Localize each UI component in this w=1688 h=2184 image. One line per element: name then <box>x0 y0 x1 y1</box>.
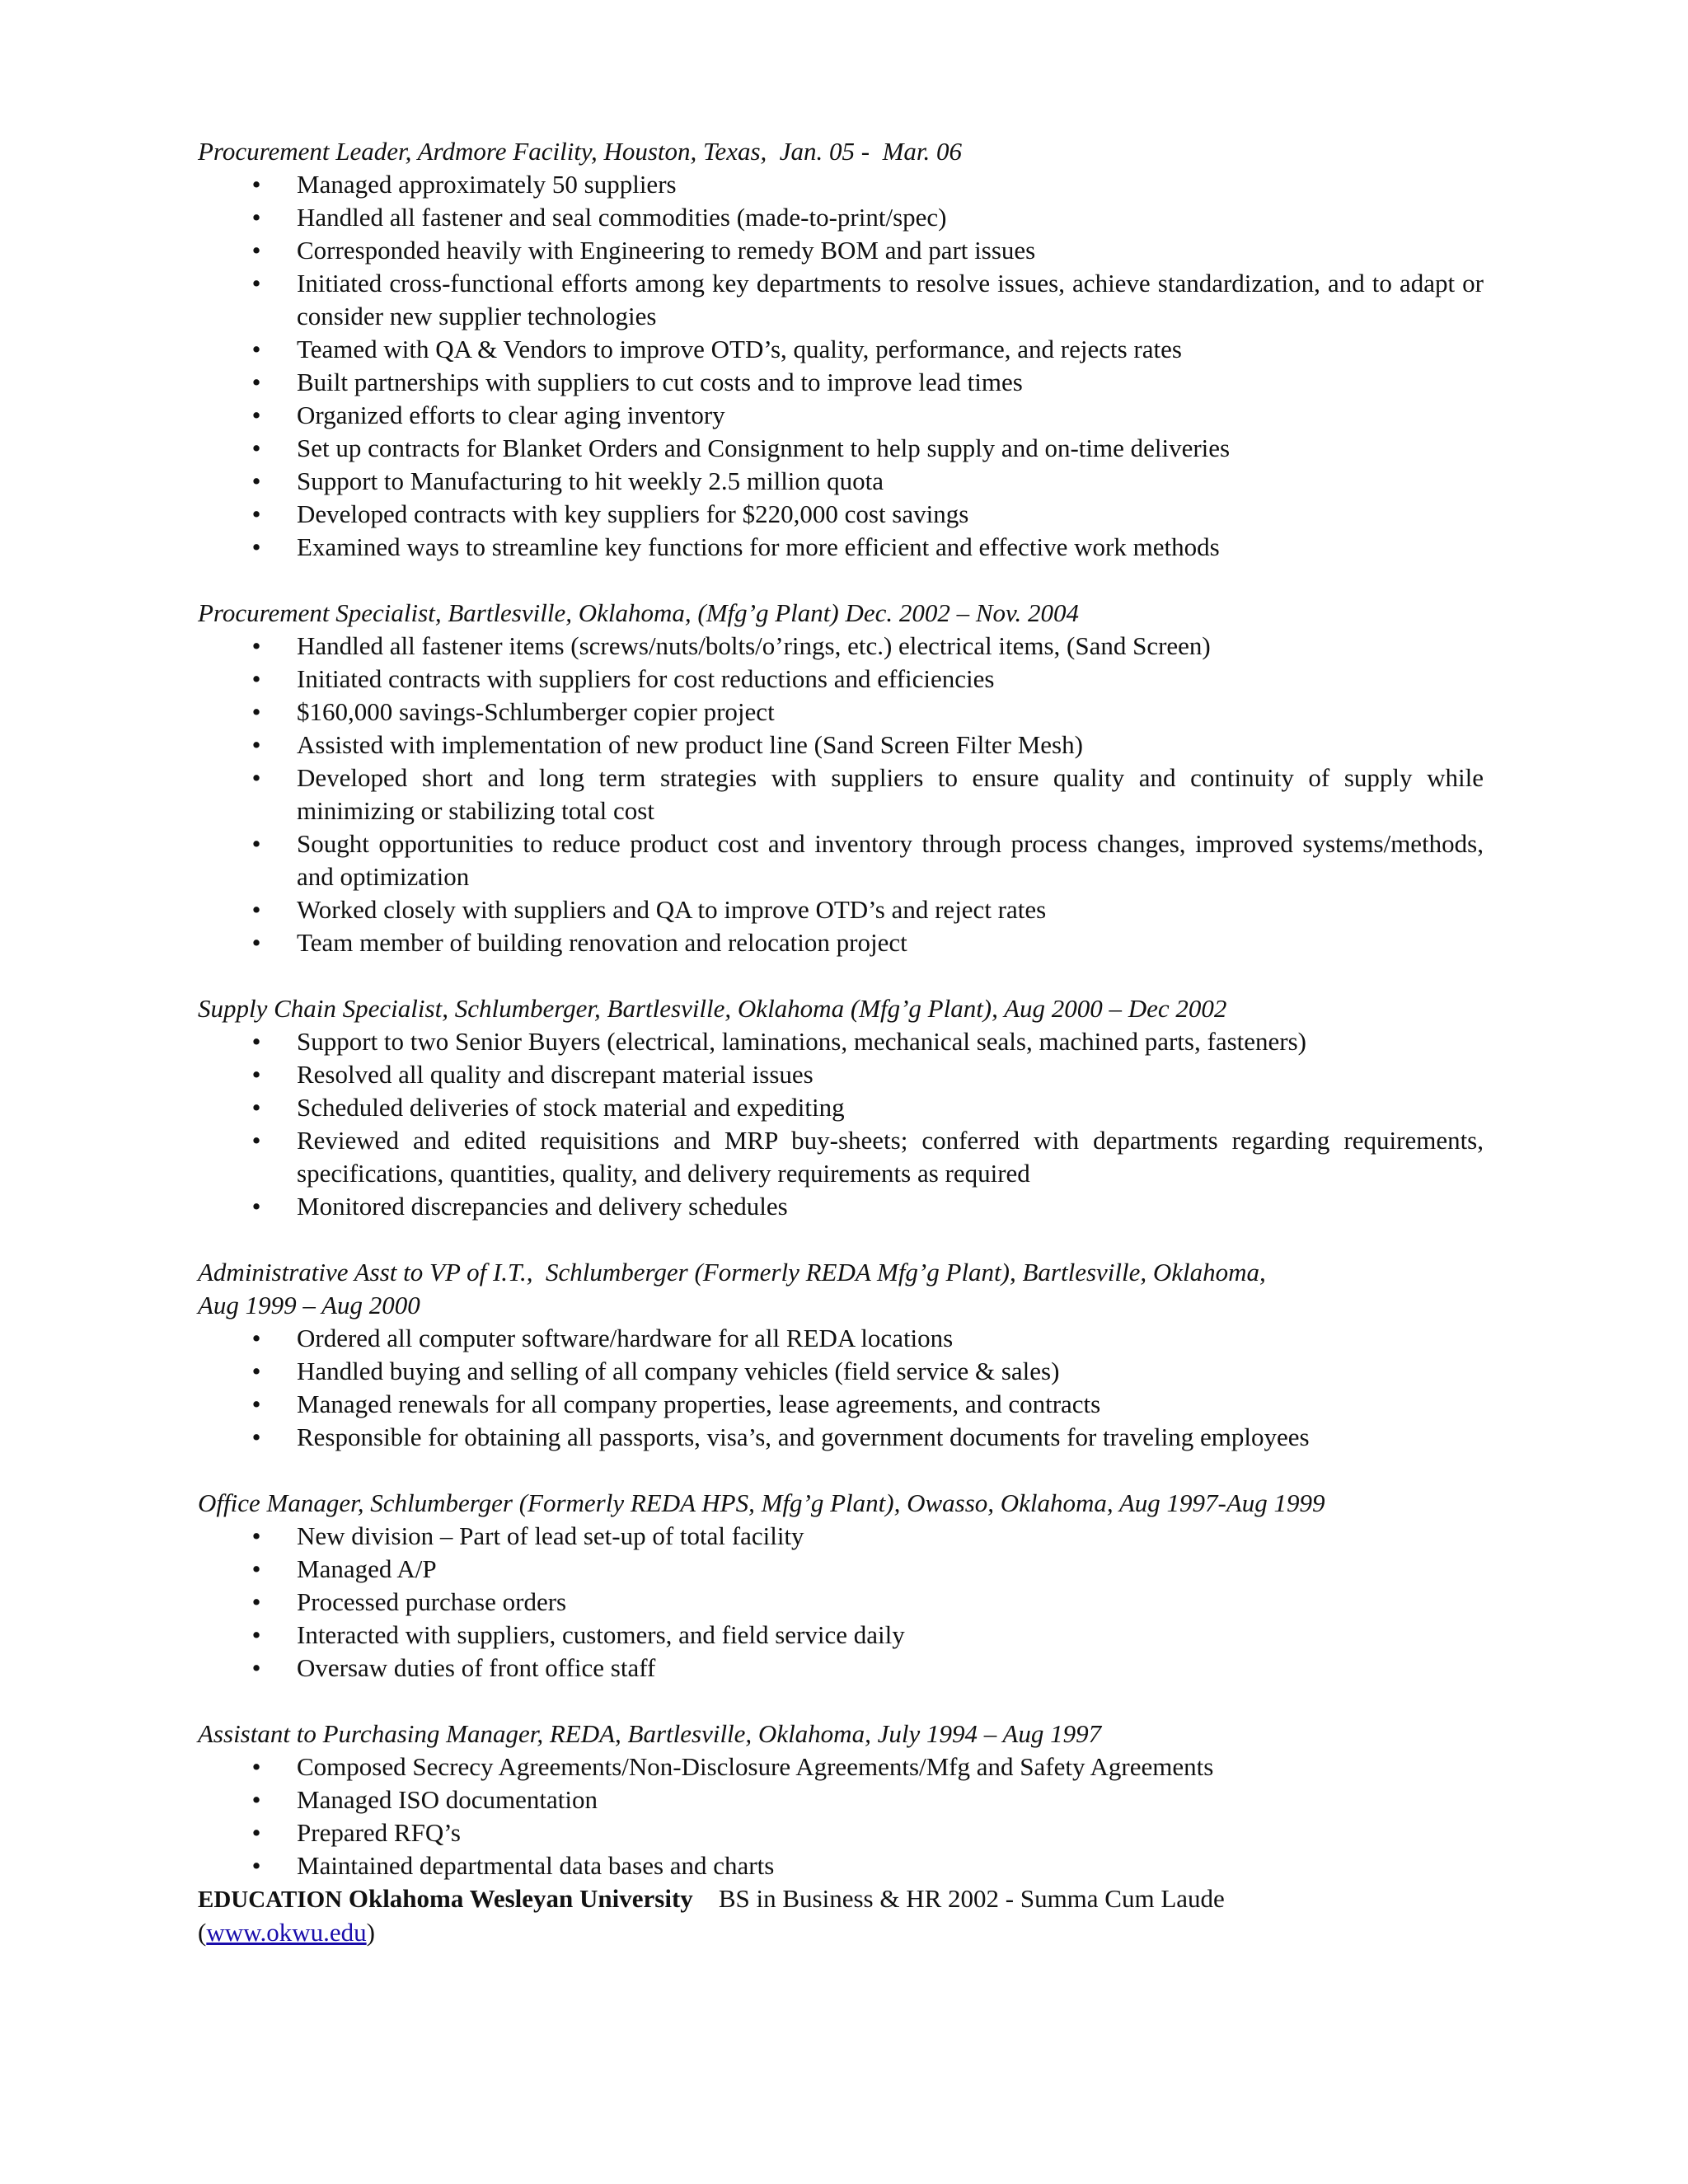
job-bullet-text: Team member of building renovation and relocation project <box>297 928 907 957</box>
education-label: EDUCATION <box>198 1886 343 1913</box>
job-bullet-item <box>198 201 1484 234</box>
job-bullet-text: Maintained departmental data bases and charts <box>297 1851 775 1880</box>
job-bullet-text: Corresponded heavily with Engineering to remedy BOM and part issues <box>297 236 1036 265</box>
job-bullet-item <box>198 1586 1484 1619</box>
job-section <box>198 1256 1484 1454</box>
bullet-icon: • <box>251 697 261 726</box>
job-bullet-text: Handled buying and selling of all company vehicles (field service & sales) <box>297 1357 1060 1385</box>
job-bullet-item <box>198 1190 1484 1223</box>
bullet-icon: • <box>251 1093 261 1122</box>
job-bullet-text: Initiated contracts with suppliers for cost reductions and efficiencies <box>297 664 995 693</box>
job-bullet-item <box>198 1025 1484 1058</box>
resume-page <box>198 135 1484 1949</box>
job-bullet-text: Interacted with suppliers, customers, and field service daily <box>297 1620 905 1649</box>
job-bullet-item <box>198 1355 1484 1388</box>
job-bullet-item <box>198 531 1484 564</box>
job-bullet-item <box>198 1849 1484 1882</box>
job-heading <box>198 1256 1484 1322</box>
bullet-icon: • <box>251 466 261 495</box>
job-bullet-item <box>198 465 1484 498</box>
bullet-icon: • <box>251 269 261 298</box>
job-bullet-item <box>198 1619 1484 1652</box>
job-bullet-item <box>198 1652 1484 1685</box>
bullet-icon: • <box>251 203 261 232</box>
education-website-link[interactable]: www.okwu.edu <box>206 1918 367 1947</box>
job-bullet-item <box>198 399 1484 432</box>
job-bullet-text: Developed short and long term strategies with suppliers to ensure quality and continuity of supply while minimizing or stabilizing total cost <box>297 763 1484 825</box>
job-bullet-item <box>198 333 1484 366</box>
bullet-icon: • <box>251 895 261 924</box>
bullet-icon: • <box>251 763 261 792</box>
job-heading-line: Aug 1999 – Aug 2000 <box>198 1291 420 1319</box>
bullet-icon: • <box>251 532 261 561</box>
bullet-icon: • <box>251 1653 261 1682</box>
bullet-icon: • <box>251 1060 261 1089</box>
job-bullet-item <box>198 1816 1484 1849</box>
job-bullet-text: Prepared RFQ’s <box>297 1818 461 1847</box>
job-bullet-text: Scheduled deliveries of stock material and expediting <box>297 1093 845 1122</box>
bullet-icon: • <box>251 236 261 265</box>
job-bullet-item <box>198 1091 1484 1124</box>
job-bullet-text: Responsible for obtaining all passports, visa’s, and government documents for traveling employees <box>297 1422 1310 1451</box>
job-section <box>198 597 1484 959</box>
education-link-paren-close: ) <box>366 1918 375 1947</box>
job-bullet-list <box>198 630 1484 959</box>
job-bullet-item <box>198 926 1484 959</box>
job-bullet-item <box>198 366 1484 399</box>
job-section <box>198 135 1484 564</box>
job-bullet-text: Managed approximately 50 suppliers <box>297 170 677 199</box>
education-degree: BS in Business & HR 2002 - Summa Cum Laude <box>718 1884 1225 1913</box>
job-bullet-list <box>198 1025 1484 1223</box>
job-bullet-text: Handled all fastener and seal commodities (made-to-print/spec) <box>297 203 947 232</box>
job-bullet-list <box>198 1520 1484 1685</box>
job-bullet-item <box>198 762 1484 827</box>
bullet-icon: • <box>251 1620 261 1649</box>
job-bullet-text: Composed Secrecy Agreements/Non-Disclosure Agreements/Mfg and Safety Agreements <box>297 1752 1214 1781</box>
bullet-icon: • <box>251 1192 261 1221</box>
job-bullet-item <box>198 1553 1484 1586</box>
bullet-icon: • <box>251 829 261 858</box>
job-section <box>198 1487 1484 1685</box>
job-heading-line: Supply Chain Specialist, Schlumberger, Bartlesville, Oklahoma (Mfg’g Plant), Aug 2000 – Dec 2002 <box>198 994 1227 1023</box>
job-bullet-list <box>198 1750 1484 1882</box>
job-bullet-text: $160,000 savings-Schlumberger copier project <box>297 697 775 726</box>
bullet-icon: • <box>251 1818 261 1847</box>
job-bullet-text: Reviewed and edited requisitions and MRP buy-sheets; conferred with departments regarding requirements, specifications, quantities, quality, and delivery requirements as required <box>297 1126 1484 1188</box>
bullet-icon: • <box>251 1587 261 1616</box>
job-heading-line: Procurement Leader, Ardmore Facility, Houston, Texas, Jan. 05 - Mar. 06 <box>198 137 963 166</box>
job-bullet-text: Set up contracts for Blanket Orders and Consignment to help supply and on-time deliveries <box>297 434 1231 462</box>
job-bullet-text: Support to two Senior Buyers (electrical, laminations, mechanical seals, machined parts, fasteners) <box>297 1027 1306 1056</box>
job-bullet-item <box>198 663 1484 696</box>
job-bullet-text: Managed ISO documentation <box>297 1785 598 1814</box>
job-bullet-item <box>198 696 1484 729</box>
job-heading <box>198 135 1484 168</box>
job-bullet-list <box>198 168 1484 564</box>
job-bullet-item <box>198 1421 1484 1454</box>
job-bullet-item <box>198 827 1484 893</box>
bullet-icon: • <box>251 1390 261 1418</box>
bullet-icon: • <box>251 928 261 957</box>
job-bullet-item <box>198 893 1484 926</box>
bullet-icon: • <box>251 1521 261 1550</box>
job-bullet-item <box>198 729 1484 762</box>
job-bullet-text: Processed purchase orders <box>297 1587 567 1616</box>
bullet-icon: • <box>251 1851 261 1880</box>
bullet-icon: • <box>251 1554 261 1583</box>
bullet-icon: • <box>251 631 261 660</box>
job-bullet-item <box>198 1124 1484 1190</box>
job-bullet-text: Worked closely with suppliers and QA to improve OTD’s and reject rates <box>297 895 1047 924</box>
job-bullet-text: Built partnerships with suppliers to cut costs and to improve lead times <box>297 368 1023 396</box>
job-bullet-list <box>198 1322 1484 1454</box>
bullet-icon: • <box>251 170 261 199</box>
job-bullet-text: Ordered all computer software/hardware for all REDA locations <box>297 1324 954 1352</box>
job-bullet-item <box>198 1783 1484 1816</box>
job-bullet-text: Sought opportunities to reduce product cost and inventory through process changes, improved systems/methods, and optimization <box>297 829 1484 891</box>
job-bullet-text: Assisted with implementation of new product line (Sand Screen Filter Mesh) <box>297 730 1083 759</box>
bullet-icon: • <box>251 1422 261 1451</box>
bullet-icon: • <box>251 1027 261 1056</box>
bullet-icon: • <box>251 730 261 759</box>
bullet-icon: • <box>251 1324 261 1352</box>
job-bullet-text: Oversaw duties of front office staff <box>297 1653 656 1682</box>
bullet-icon: • <box>251 664 261 693</box>
job-bullet-item <box>198 168 1484 201</box>
job-heading <box>198 992 1484 1025</box>
job-bullet-item <box>198 1750 1484 1783</box>
job-heading-line: Administrative Asst to VP of I.T., Schlumberger (Formerly REDA Mfg’g Plant), Bartlesville, Oklahoma, <box>198 1258 1266 1286</box>
bullet-icon: • <box>251 368 261 396</box>
education-link-paren-open: ( <box>198 1918 207 1947</box>
job-bullet-item <box>198 1058 1484 1091</box>
job-bullet-item <box>198 432 1484 465</box>
job-bullet-text: Monitored discrepancies and delivery schedules <box>297 1192 788 1221</box>
bullet-icon: • <box>251 1752 261 1781</box>
bullet-icon: • <box>251 335 261 363</box>
job-bullet-text: Developed contracts with key suppliers for $220,000 cost savings <box>297 499 969 528</box>
bullet-icon: • <box>251 499 261 528</box>
job-bullet-item <box>198 630 1484 663</box>
job-bullet-item <box>198 1520 1484 1553</box>
job-bullet-item <box>198 267 1484 333</box>
education-school: Oklahoma Wesleyan University <box>348 1884 693 1913</box>
job-bullet-text: Examined ways to streamline key functions for more efficient and effective work methods <box>297 532 1220 561</box>
job-heading <box>198 1487 1484 1520</box>
bullet-icon: • <box>251 1785 261 1814</box>
job-bullet-text: Resolved all quality and discrepant material issues <box>297 1060 814 1089</box>
job-bullet-text: Teamed with QA & Vendors to improve OTD’s, quality, performance, and rejects rates <box>297 335 1182 363</box>
job-bullet-item <box>198 234 1484 267</box>
bullet-icon: • <box>251 1126 261 1155</box>
job-bullet-text: Support to Manufacturing to hit weekly 2.5 million quota <box>297 466 884 495</box>
job-bullet-text: Handled all fastener items (screws/nuts/bolts/o’rings, etc.) electrical items, (Sand Screen) <box>297 631 1211 660</box>
experience-list <box>198 135 1484 1882</box>
bullet-icon: • <box>251 1357 261 1385</box>
job-heading-line: Assistant to Purchasing Manager, REDA, Bartlesville, Oklahoma, July 1994 – Aug 1997 <box>198 1719 1102 1748</box>
job-bullet-text: Initiated cross-functional efforts among key departments to resolve issues, achieve standardization, and to adapt or consider new supplier technologies <box>297 269 1484 330</box>
job-bullet-text: New division – Part of lead set-up of total facility <box>297 1521 804 1550</box>
job-bullet-item <box>198 498 1484 531</box>
job-heading <box>198 597 1484 630</box>
job-section <box>198 992 1484 1223</box>
job-bullet-item <box>198 1388 1484 1421</box>
job-bullet-text: Managed A/P <box>297 1554 437 1583</box>
job-heading-line: Procurement Specialist, Bartlesville, Oklahoma, (Mfg’g Plant) Dec. 2002 – Nov. 2004 <box>198 598 1079 627</box>
job-bullet-text: Managed renewals for all company properties, lease agreements, and contracts <box>297 1390 1101 1418</box>
bullet-icon: • <box>251 434 261 462</box>
job-heading <box>198 1718 1484 1750</box>
education-line <box>198 1882 1484 1949</box>
job-heading-line: Office Manager, Schlumberger (Formerly REDA HPS, Mfg’g Plant), Owasso, Oklahoma, Aug 1997-Aug 1999 <box>198 1488 1325 1517</box>
job-bullet-text: Organized efforts to clear aging inventory <box>297 401 725 429</box>
job-bullet-item <box>198 1322 1484 1355</box>
job-section <box>198 1718 1484 1882</box>
bullet-icon: • <box>251 401 261 429</box>
